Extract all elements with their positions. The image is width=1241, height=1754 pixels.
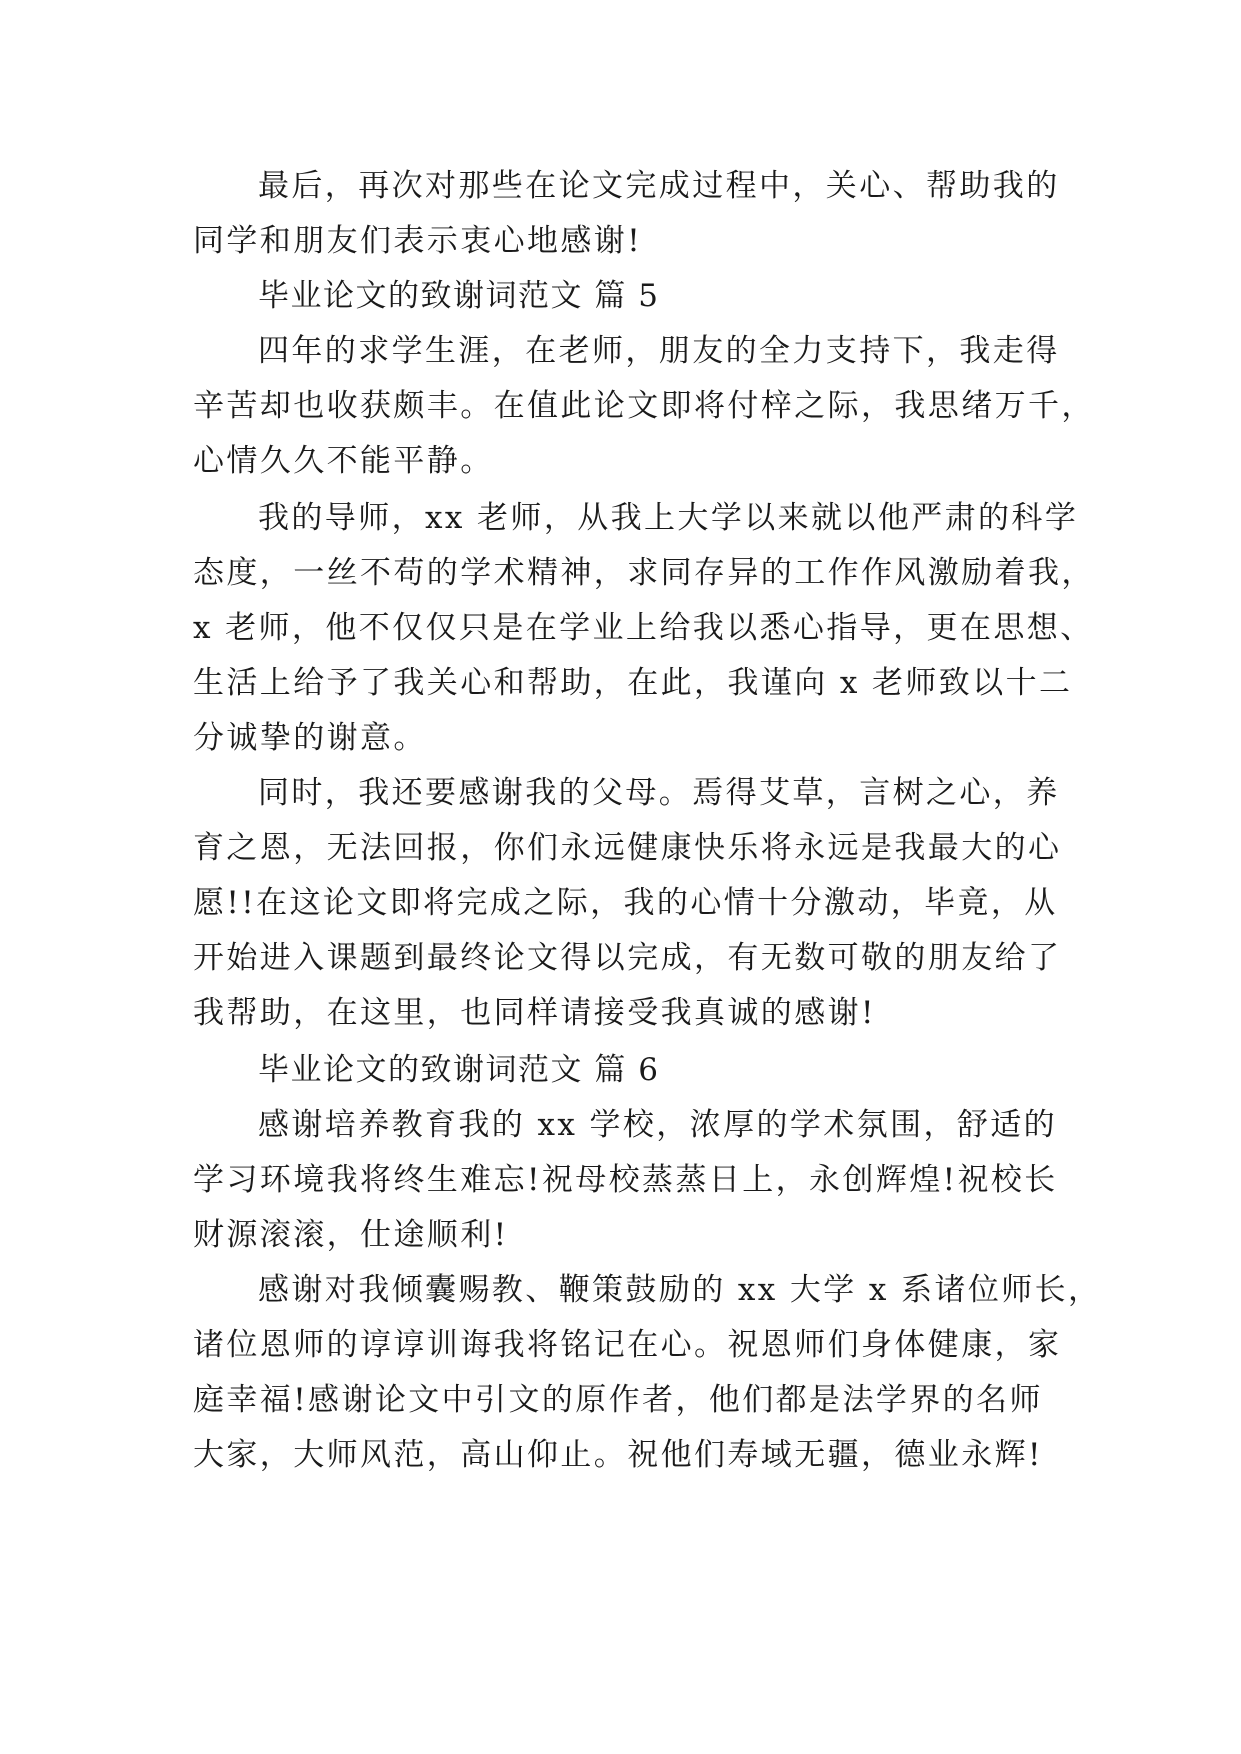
paragraph-line: 财源滚滚，仕途顺利! [193, 1217, 509, 1253]
paragraph-line: x 老师，他不仅仅只是在学业上给我以悉心指导，更在思想、 [193, 610, 1094, 646]
paragraph-line: 感谢对我倾囊赐教、鞭策鼓励的 xx 大学 x 系诸位师长， [258, 1272, 1102, 1308]
paragraph-line: 学习环境我将终生难忘!祝母校蒸蒸日上，永创辉煌!祝校长 [193, 1162, 1058, 1198]
paragraph-line: 心情久久不能平静。 [193, 443, 494, 479]
section-heading: 毕业论文的致谢词范文 篇 5 [258, 278, 660, 314]
paragraph-line: 愿!!在这论文即将完成之际，我的心情十分激动，毕竟，从 [193, 885, 1058, 921]
paragraph-line: 大家，大师风范，高山仰止。祝他们寿域无疆，德业永辉! [193, 1437, 1043, 1473]
paragraph-line: 同学和朋友们表示衷心地感谢! [193, 223, 643, 259]
paragraph-line: 生活上给予了我关心和帮助，在此，我谨向 x 老师致以十二 [193, 665, 1073, 701]
paragraph-line: 诸位恩师的谆谆训诲我将铭记在心。祝恩师们身体健康，家 [193, 1327, 1062, 1363]
paragraph-line: 辛苦却也收获颇丰。在值此论文即将付梓之际，我思绪万千， [193, 388, 1095, 424]
paragraph-line: 态度，一丝不苟的学术精神，求同存异的工作作风激励着我， [193, 555, 1095, 591]
paragraph-line: 我帮助，在这里，也同样请接受我真诚的感谢! [193, 995, 876, 1031]
paragraph-line: 庭幸福!感谢论文中引文的原作者，他们都是法学界的名师 [193, 1382, 1043, 1418]
paragraph-line: 最后，再次对那些在论文完成过程中，关心、帮助我的 [258, 168, 1060, 204]
paragraph-line: 分诚挚的谢意。 [193, 720, 427, 756]
paragraph-line: 育之恩，无法回报，你们永远健康快乐将永远是我最大的心 [193, 830, 1062, 866]
section-heading: 毕业论文的致谢词范文 篇 6 [258, 1052, 660, 1088]
paragraph-line: 开始进入课题到最终论文得以完成，有无数可敬的朋友给了 [193, 940, 1062, 976]
paragraph-line: 四年的求学生涯，在老师，朋友的全力支持下，我走得 [258, 333, 1060, 369]
paragraph-line: 同时，我还要感谢我的父母。焉得艾草，言树之心，养 [258, 775, 1060, 811]
paragraph-line: 我的导师，xx 老师，从我上大学以来就以他严肃的科学 [258, 500, 1079, 536]
paragraph-line: 感谢培养教育我的 xx 学校，浓厚的学术氛围，舒适的 [258, 1107, 1058, 1143]
